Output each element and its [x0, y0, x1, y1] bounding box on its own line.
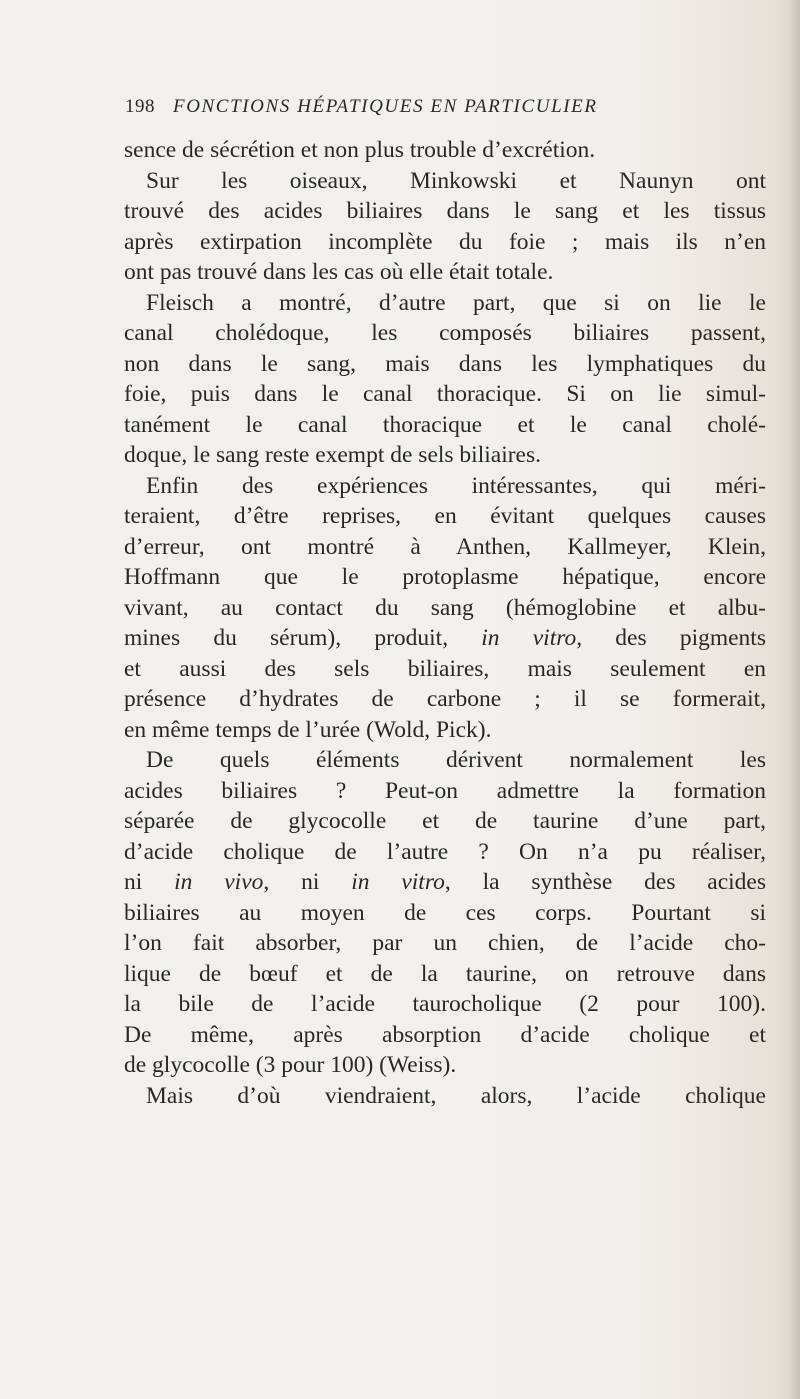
line-text: non dans le sang, mais dans les lymphatiques du	[124, 350, 766, 377]
line-text: la bile de l’acide taurocholique (2 pour 100).	[124, 991, 766, 1017]
line-text: Enfin des expériences intéressantes, qui méri-	[146, 472, 766, 499]
italic-text: in vivo	[174, 869, 264, 895]
text-line	[124, 989, 766, 1020]
line-text: teraient, d’être reprises, en évitant quelques causes	[124, 503, 766, 529]
text-line	[124, 837, 766, 868]
text-line	[124, 1050, 766, 1081]
line-text: Sur les oiseaux, Minkowski et Naunyn ont	[146, 167, 766, 194]
text-line	[124, 501, 766, 532]
text-line	[124, 1081, 766, 1112]
text-line	[124, 623, 766, 654]
italic-text: in vitro	[351, 869, 445, 895]
line-text: Fleisch a montré, d’autre part, que si on lie le	[146, 289, 766, 316]
text-line	[124, 684, 766, 715]
text-line	[124, 654, 766, 685]
running-head: FONCTIONS HÉPATIQUES EN PARTICULIER	[173, 96, 598, 117]
text-line	[124, 898, 766, 929]
line-text: , des pigments	[576, 625, 766, 651]
text-line	[124, 1020, 766, 1051]
text-line	[124, 532, 766, 563]
text-line	[124, 257, 766, 288]
line-text: , la synthèse des acides	[444, 869, 767, 895]
line-text: l’on fait absorber, par un chien, de l’acide cho-	[124, 930, 766, 956]
text-line	[124, 745, 766, 776]
line-text: présence d’hydrates de carbone ; il se formerait,	[124, 686, 766, 712]
text-line	[124, 440, 766, 471]
text-line	[124, 806, 766, 837]
body-text	[124, 135, 766, 1111]
text-line	[124, 471, 766, 502]
text-line	[124, 166, 766, 197]
line-text: biliaires au moyen de ces corps. Pourtant si	[124, 899, 766, 926]
text-line	[124, 776, 766, 807]
line-text: doque, le sang reste exempt de sels biliaires.	[124, 442, 541, 468]
line-text: vivant, au contact du sang (hémoglobine et albu-	[124, 594, 766, 621]
line-text: trouvé des acides biliaires dans le sang et les tissus	[124, 198, 766, 224]
line-text: en même temps de l’urée (Wold, Pick).	[124, 716, 492, 743]
text-line	[124, 928, 766, 959]
line-text: d’acide cholique de l’autre ? On n’a pu réaliser,	[124, 838, 766, 865]
line-text: de glycocolle (3 pour 100) (Weiss).	[124, 1052, 457, 1078]
line-text: mines du sérum), produit,	[124, 625, 482, 651]
text-line	[124, 593, 766, 624]
line-text: sence de sécrétion et non plus trouble d’excrétion.	[124, 137, 596, 163]
text-line	[124, 318, 766, 349]
text-line	[124, 349, 766, 380]
text-line	[124, 379, 766, 410]
text-line	[124, 196, 766, 227]
line-text: après extirpation incomplète du foie ; mais ils n’en	[124, 228, 766, 255]
text-line	[124, 959, 766, 990]
line-text: lique de bœuf et de la taurine, on retrouve dans	[124, 960, 766, 987]
page-edge-shadow	[788, 0, 800, 1399]
line-text: canal cholédoque, les composés biliaires passent,	[124, 320, 766, 346]
line-text: ni	[124, 869, 175, 895]
line-text: acides biliaires ? Peut-on admettre la formation	[124, 777, 766, 804]
line-text: ont pas trouvé dans les cas où elle était totale.	[124, 259, 554, 285]
page-header	[125, 96, 765, 126]
line-text: et aussi des sels biliaires, mais seulement en	[124, 655, 766, 682]
line-text: d’erreur, ont montré à Anthen, Kallmeyer, Klein,	[124, 533, 766, 560]
line-text: séparée de glycocolle et de taurine d’une part,	[124, 808, 766, 834]
line-text: De même, après absorption d’acide cholique et	[124, 1021, 766, 1048]
line-text: tanément le canal thoracique et le canal cholé-	[124, 411, 766, 438]
line-text: , ni	[263, 869, 352, 895]
text-line	[124, 227, 766, 258]
line-text: foie, puis dans le canal thoracique. Si on lie simul-	[124, 381, 766, 407]
line-text: Mais d’où viendraient, alors, l’acide cholique	[146, 1082, 766, 1109]
text-line	[124, 288, 766, 319]
line-text: Hoffmann que le protoplasme hépatique, encore	[124, 564, 766, 590]
text-line	[124, 135, 766, 166]
text-line	[124, 562, 766, 593]
text-line	[124, 867, 766, 898]
text-line	[124, 410, 766, 441]
page-number: 198	[125, 96, 155, 117]
italic-text: in vitro	[481, 625, 577, 651]
text-line	[124, 715, 766, 746]
line-text: De quels éléments dérivent normalement les	[146, 747, 766, 773]
